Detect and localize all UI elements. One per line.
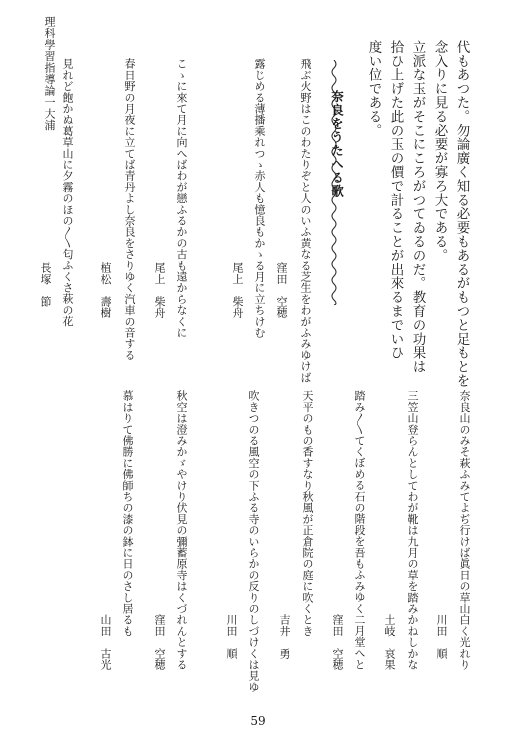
poem-text: 見れど飽かぬ葛草山に夕霧のほの〳〵匂ふくさ萩の花	[61, 58, 74, 327]
running-head: 理科學習指導論一大浦	[43, 16, 56, 131]
poem-text: 春日野の月夜に立てば青丹よし奈良をさりゆく汽車の音する	[123, 58, 136, 361]
poem-text: こゝに來て月に向へばわが戀ふるかの古も遠からなくに	[175, 58, 188, 338]
poem-author: 植松 壽樹	[99, 262, 112, 318]
poem-author: 川田 順	[435, 614, 448, 659]
poem-text: 吹きつのる風空の下ふる寺のいらかの反りのしづけくは見ゆ	[247, 390, 260, 693]
poem-text: 飛ぶ火野はこのわたりぞと人のいふ黄なる芝生をわがふみゆけば	[299, 58, 312, 383]
poem-text: 踏み〳〵てくぼめる石の階段を吾もふみゆく二月堂へと	[353, 390, 366, 670]
poem-author: 窪田 空穂	[153, 614, 166, 670]
wavy-rule	[327, 60, 345, 305]
poem-author: 山田 古光	[99, 614, 112, 670]
poem-text: 奈良山のみそ萩ふみてよぢ行けば眞日の草山白く光れり	[458, 390, 471, 670]
poem-text: 慕はりて佛勝に佛師ちの漆の鉢に日のさし居るも	[121, 390, 134, 637]
poem-text: 秋空は澄みかゞやけり伏見の彌蓄原寺はくづれんとする	[175, 390, 188, 670]
poem-author: 川田 順	[225, 614, 238, 659]
poem-author: 吉井 勇	[278, 614, 291, 659]
poem-author: 長塚 節	[39, 262, 52, 307]
poem-author: 尾上 柴舟	[231, 262, 244, 318]
section-heading: 奈良をうたへる歌	[329, 90, 345, 198]
prose-line: 代もあつた。勿論廣く知る必要もあるがもつと足もとを	[453, 40, 470, 388]
prose-line: 立派な玉がそこにころがつてゐるのだ。教育の功果は	[409, 40, 426, 374]
prose-line: 拾ひ上げた此の玉の價で計ることが出來るまでいひ	[387, 40, 404, 360]
page-number: 59	[250, 714, 266, 728]
prose-line: 念入りに見る必要が寡ろ大である。	[431, 40, 448, 263]
poem-author: 窪田 空穂	[331, 614, 344, 670]
poem-author: 窪田 空穂	[275, 262, 288, 318]
poem-text: 三笠山登らんとしてわが靴は九月の草を踏みかねしかな	[406, 390, 419, 670]
prose-line: 度い位である。	[365, 40, 382, 138]
poem-author: 尾上 柴舟	[153, 262, 166, 318]
poem-text: 露じめる薄播乘れつゝ赤人も憶良もかゝる月に立ちけむ	[253, 58, 266, 338]
poem-text: 天平のもの香すなり秋風が正倉院の庭に吹くとき	[301, 390, 314, 637]
poem-author: 土岐 哀果	[383, 614, 396, 670]
